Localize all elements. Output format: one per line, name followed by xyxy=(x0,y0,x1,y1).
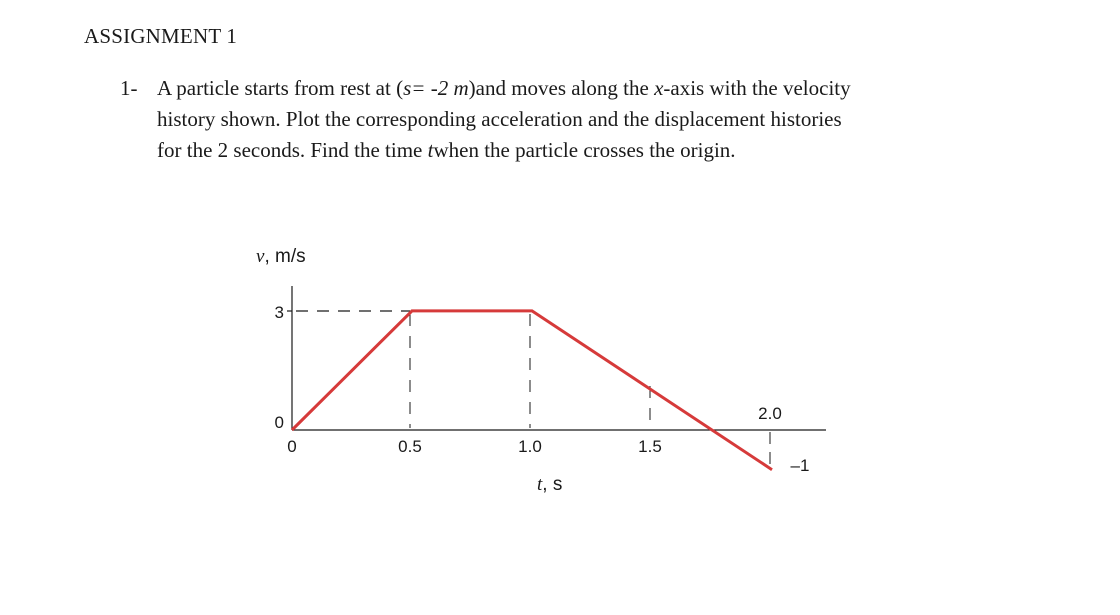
problem-line-1-equals: = xyxy=(411,76,431,100)
y-tick-label-3: 3 xyxy=(274,303,284,322)
x-axis-label-var: t xyxy=(537,474,543,495)
y-axis-label xyxy=(256,246,306,267)
var-x: x xyxy=(654,76,664,100)
problem-line-1-part-d: -axis with the velocity xyxy=(663,76,851,100)
var-t: t xyxy=(427,138,434,162)
problem-line-3-part-a: for the 2 seconds. Find the time xyxy=(157,138,428,162)
x-tick-label-15: 1.5 xyxy=(638,437,662,456)
x-tick-label-20: 2.0 xyxy=(758,404,782,423)
problem-line-3-part-b: when the particle crosses the origin. xyxy=(433,138,736,162)
x-tick-label-10: 1.0 xyxy=(518,437,542,456)
var-s: s xyxy=(403,76,412,100)
assignment-heading: ASSIGNMENT 1 xyxy=(84,24,238,48)
x-tick-label-05: 0.5 xyxy=(398,437,422,456)
problem-line-1-part-a: A particle starts from rest at ( xyxy=(157,76,404,100)
x-axis-label xyxy=(537,474,562,495)
initial-position-value: -2 m xyxy=(430,76,469,100)
x-axis-label-unit: , s xyxy=(542,474,563,495)
y-axis-label-var: v xyxy=(256,246,265,267)
y-tick-label-0: 0 xyxy=(274,413,284,432)
problem-line-1-part-c: )and moves along the xyxy=(468,76,655,100)
problem-number: 1- xyxy=(120,76,138,100)
problem-line-2: history shown. Plot the corresponding acceleration and the displacement histories xyxy=(157,107,842,131)
end-value-label: –1 xyxy=(790,456,810,475)
y-axis-label-unit: , m/s xyxy=(264,246,306,267)
x-tick-label-0: 0 xyxy=(287,437,297,456)
